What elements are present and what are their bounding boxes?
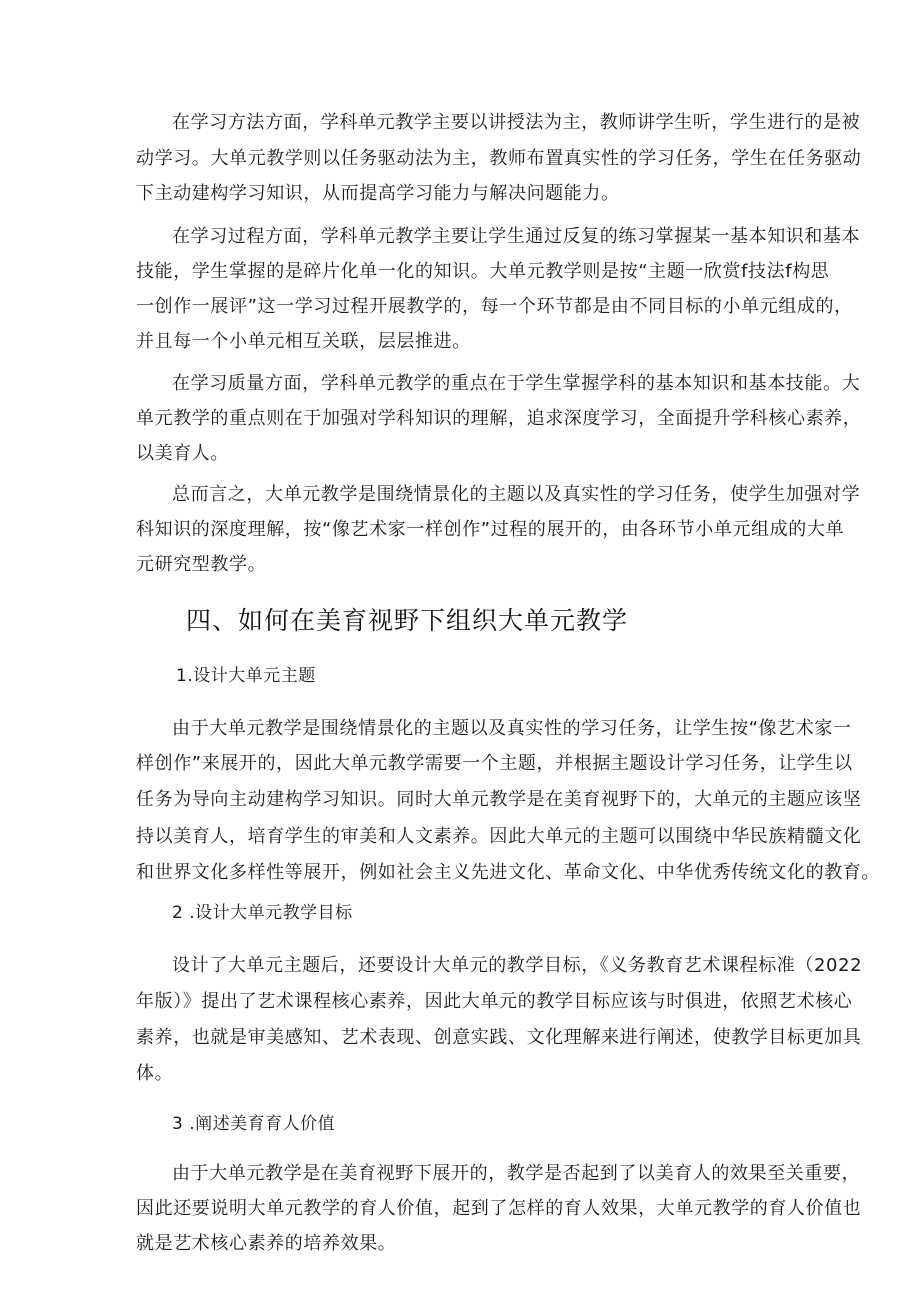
- paragraph-line: 素养，也就是审美感知、艺术表现、创意实践、文化理解来进行阐述，使教学目标更加具: [136, 1027, 862, 1048]
- paragraph-line: 在学习过程方面，学科单元教学主要让学生通过反复的练习掌握某一基本知识和基本: [172, 226, 861, 247]
- paragraph-line: 任务为导向主动建构学习知识。同时大单元教学是在美育视野下的，大单元的主题应该坚: [136, 789, 862, 810]
- paragraph-line: 一创作一展评”这一学习过程开展教学的，每一个环节都是由不同目标的小单元组成的，: [136, 296, 853, 317]
- paragraph-line: 由于大单元教学是在美育视野下展开的，教学是否起到了以美育人的效果至关重要，: [172, 1163, 861, 1184]
- subsection-title: 1.设计大单元主题: [176, 666, 316, 686]
- subsection-title: 2 .设计大单元教学目标: [172, 903, 353, 923]
- paragraph-line: 由于大单元教学是围绕情景化的主题以及真实性的学习任务，让学生按“像艺术家一: [172, 718, 852, 739]
- subsection-title: 3 .阐述美育育人价值: [172, 1114, 336, 1134]
- paragraph-line: 因此还要说明大单元教学的育人价值，起到了怎样的育人效果，大单元教学的育人价值也: [136, 1198, 862, 1219]
- paragraph-line: 元研究型教学。: [136, 554, 267, 575]
- paragraph-line: 动学习。大单元教学则以任务驱动法为主，教师布置真实性的学习任务，学生在任务驱动: [136, 148, 862, 169]
- section-heading: 四、如何在美育视野下组织大单元教学: [186, 606, 629, 635]
- paragraph-line: 样创作”来展开的，因此大单元教学需要一个主题，并根据主题设计学习任务，让学生以: [136, 753, 853, 774]
- paragraph-line: 和世界文化多样性等展开，例如社会主义先进文化、革命文化、中华优秀传统文化的教育。: [136, 862, 880, 883]
- paragraph-line: 在学习方法方面，学科单元教学主要以讲授法为主，教师讲学生听，学生进行的是被: [172, 112, 861, 133]
- paragraph-line: 下主动建构学习知识，从而提高学习能力与解决问题能力。: [136, 183, 620, 204]
- paragraph-line: 并且每一个小单元相互关联，层层推进。: [136, 331, 471, 352]
- paragraph-line: 体。: [136, 1063, 174, 1084]
- paragraph-line: 以美育人。: [136, 443, 229, 464]
- paragraph-line: 就是艺术核心素养的培养效果。: [136, 1233, 397, 1254]
- paragraph-line: 设计了大单元主题后，还要设计大单元的教学目标，《义务教育艺术课程标准（2022: [172, 955, 863, 976]
- paragraph-line: 总而言之，大单元教学是围绕情景化的主题以及真实性的学习任务，使学生加强对学: [172, 484, 861, 505]
- paragraph-line: 单元教学的重点则在于加强对学科知识的理解，追求深度学习，全面提升学科核心素养，: [136, 408, 862, 429]
- paragraph-line: 持以美育人，培育学生的审美和人文素养。因此大单元的主题可以围绕中华民族精髓文化: [136, 826, 862, 847]
- paragraph-line: 科知识的深度理解，按“像艺术家一样创作”过程的展开的，由各环节小单元组成的大单: [136, 519, 845, 540]
- paragraph-line: 在学习质量方面，学科单元教学的重点在于学生掌握学科的基本知识和基本技能。大: [172, 373, 861, 394]
- paragraph-line: 年版）》提出了艺术课程核心素养，因此大单元的教学目标应该与时俱进，依照艺术核心: [136, 991, 853, 1012]
- paragraph-line: 技能，学生掌握的是碎片化单一化的知识。大单元教学则是按“主题一欣赏f技法f构思: [136, 261, 830, 282]
